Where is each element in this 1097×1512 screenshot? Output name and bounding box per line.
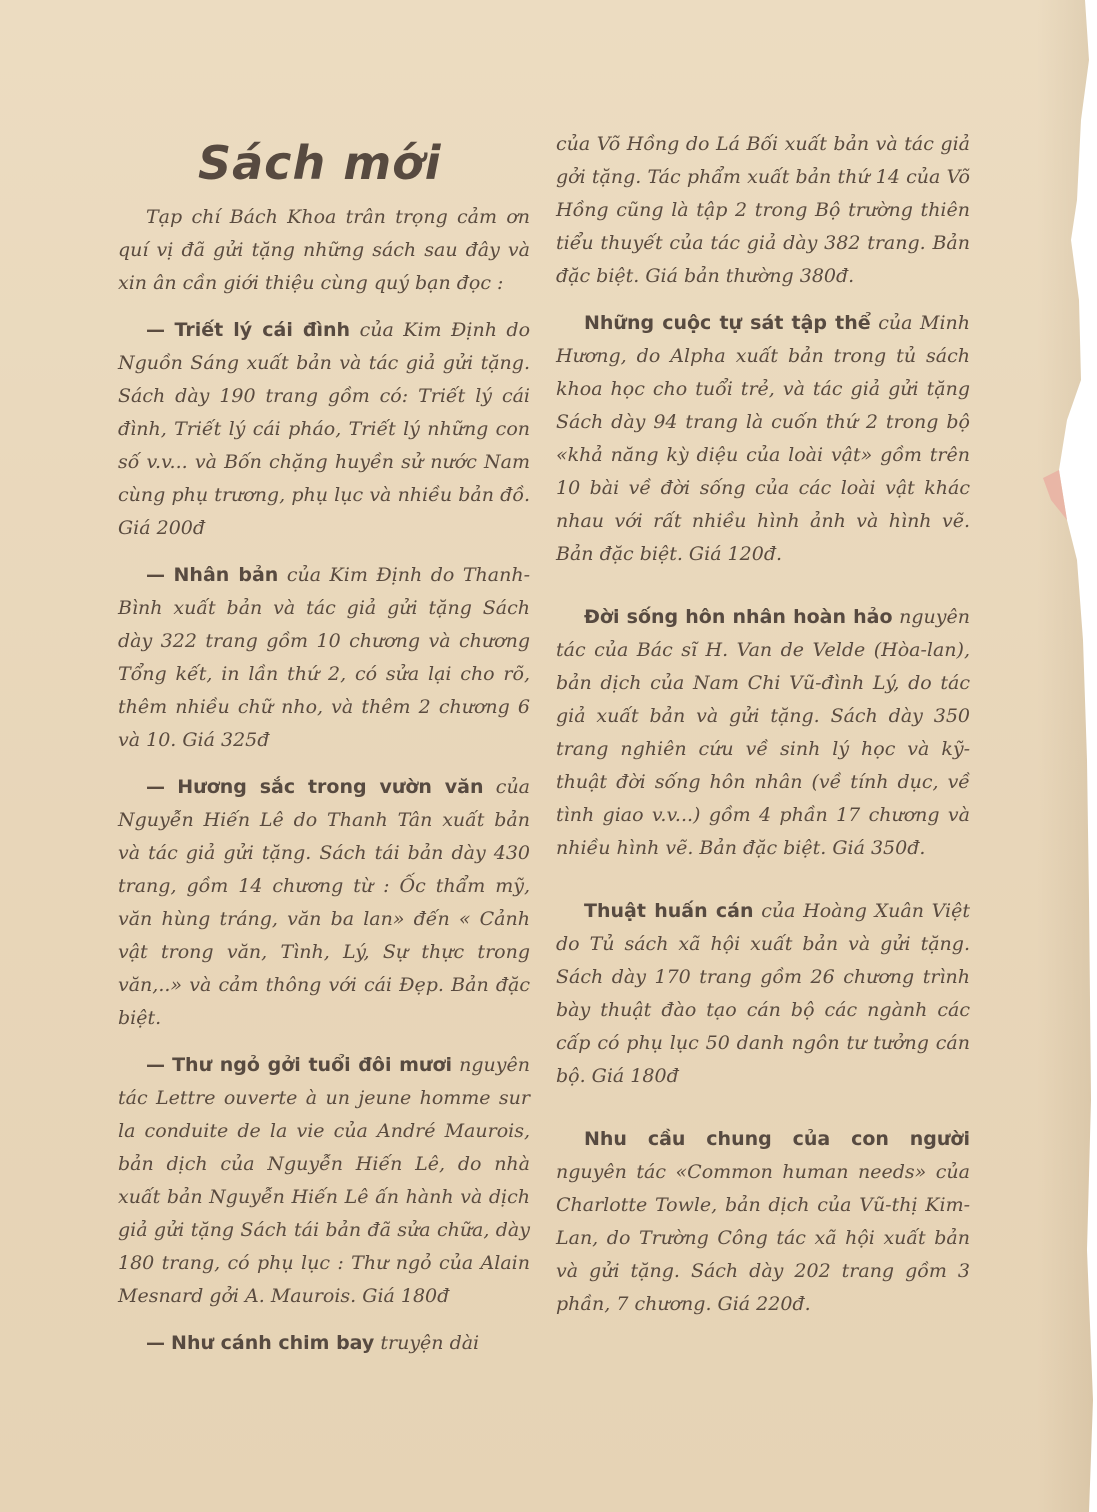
book-entry <box>118 771 530 1035</box>
page-title: Sách mới <box>198 136 442 190</box>
book-title: Đời sống hôn nhân hoàn hảo <box>584 606 893 628</box>
book-title: Triết lý cái đình <box>174 319 351 341</box>
book-title: Nhu cầu chung của con người <box>584 1128 970 1150</box>
book-title: Như cánh chim bay <box>171 1332 375 1354</box>
book-description: nguyên tác «Common human needs» của Charlotte Towle, bản dịch của Vũ-thị Kim-Lan, do Trường Công tác xã hội xuất bản và gửi tặng. Sách dày 202 trang gồm 3 phần, 7 chương. Giá 220đ. <box>556 1161 970 1315</box>
book-entry <box>118 1327 530 1360</box>
torn-edge <box>1037 0 1097 1512</box>
book-entry <box>118 559 530 757</box>
book-entry <box>556 601 970 865</box>
book-description: truyện dài <box>380 1332 480 1354</box>
entry-dash: — <box>146 776 165 798</box>
book-entry <box>118 1049 530 1313</box>
book-description: của Kim Định do Thanh-Bình xuất bản và tác giả gửi tặng Sách dày 322 trang gồm 10 chương và chương Tổng kết, in lần thứ 2, có sửa lại cho rõ, thêm nhiều chữ nho, và thêm 2 chương 6 và 10. Giá 325đ <box>118 564 530 751</box>
book-entry <box>556 895 970 1093</box>
book-title: Những cuộc tự sát tập thể <box>584 312 871 334</box>
book-description: của Hoàng Xuân Việt do Tủ sách xã hội xuất bản và gửi tặng. Sách dày 170 trang gồm 26 chương trình bày thuật đào tạo cán bộ các ngành các cấp có phụ lục 50 danh ngôn tư tưởng cán bộ. Giá 180đ <box>556 900 970 1087</box>
intro-paragraph: Tạp chí Bách Khoa trân trọng cảm ơn quí vị đã gửi tặng những sách sau đây và xin ân cần giới thiệu cùng quý bạn đọc : <box>118 206 530 294</box>
book-description: nguyên tác của Bác sĩ H. Van de Velde (Hòa-lan), bản dịch của Nam Chi Vũ-đình Lý, do tác giả xuất bản và gửi tặng. Sách dày 350 trang nghiên cứu về sinh lý học và kỹ-thuật đời sống hôn nhân (về tính dục, về tình giao v.v...) gồm 4 phần 17 chương và nhiều hình vẽ. Bản đặc biệt. Giá 350đ. <box>556 606 970 859</box>
book-title: Nhân bản <box>173 564 279 586</box>
book-description: nguyên tác Lettre ouverte à un jeune homme sur la conduite de la vie của André Maurois, bản dịch của Nguyễn Hiến Lê, do nhà xuất bản Nguyễn Hiến Lê ấn hành và dịch giả gửi tặng Sách tái bản đã sửa chữa, dày 180 trang, có phụ lục : Thư ngỏ của Alain Mesnard gởi A. Maurois. Giá 180đ <box>118 1054 530 1307</box>
entry-dash: — <box>146 319 165 341</box>
entry-dash: — <box>146 1332 165 1354</box>
right-column <box>556 128 970 1335</box>
book-entry <box>556 1123 970 1321</box>
book-description: của Minh Hương, do Alpha xuất bản trong tủ sách khoa học cho tuổi trẻ, và tác giả gửi tặng Sách dày 94 trang là cuốn thứ 2 trong bộ «khả năng kỳ diệu của loài vật» gồm trên 10 bài về đời sống của các loài vật khác nhau với rất nhiều hình ảnh và hình vẽ. Bản đặc biệt. Giá 120đ. <box>556 312 970 565</box>
entry-dash: — <box>146 1054 165 1076</box>
book-entry <box>118 314 530 545</box>
book-description: của Nguyễn Hiến Lê do Thanh Tân xuất bản và tác giả gửi tặng. Sách tái bản dày 430 trang, gồm 14 chương từ : Ốc thẩm mỹ, văn hùng tráng, văn ba lan» đến « Cảnh vật trong văn, Tình, Lý, Sự thực trong văn,..» và cảm thông với cái Đẹp. Bản đặc biệt. <box>118 776 531 1029</box>
book-title: Thuật huấn cán <box>584 900 754 922</box>
continued-entry-text: của Võ Hồng do Lá Bối xuất bản và tác giả gởi tặng. Tác phẩm xuất bản thứ 14 của Võ Hồng cũng là tập 2 trong Bộ trường thiên tiểu thuyết của tác giả dày 382 trang. Bản đặc biệt. Giá bản thường 380đ. <box>556 133 970 287</box>
book-description: của Kim Định do Nguồn Sáng xuất bản và tác giả gửi tặng. Sách dày 190 trang gồm có: Triết lý cái đình, Triết lý cái pháo, Triết lý những con số v.v... và Bốn chặng huyền sử nước Nam cùng phụ trương, phụ lục và nhiều bản đồ. Giá 200đ <box>118 319 531 539</box>
book-entry <box>556 307 970 571</box>
book-title: Thư ngỏ gởi tuổi đôi mươi <box>172 1054 453 1076</box>
left-column <box>118 135 530 1374</box>
entry-dash: — <box>146 564 165 586</box>
book-title: Hương sắc trong vườn văn <box>177 776 484 798</box>
